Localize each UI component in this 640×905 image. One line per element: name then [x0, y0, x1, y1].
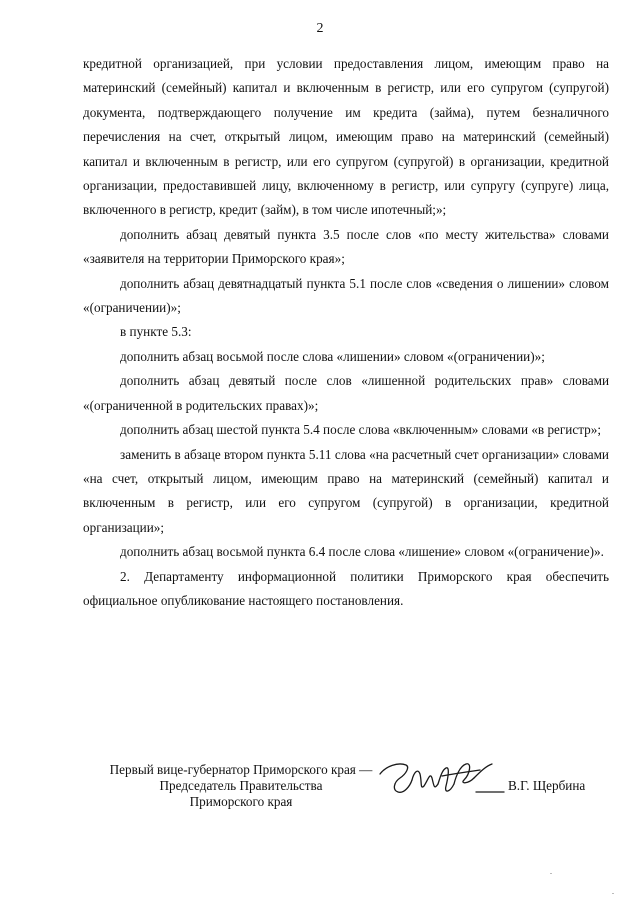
signature-block: [0, 762, 640, 842]
paragraph-amend-3-5: дополнить абзац девятый пункта 3.5 после слов «по месту жительства» словами «заявителя на территории Приморского края»;: [83, 226, 609, 267]
paragraph-amend-6-4: дополнить абзац восьмой пункта 6.4 после слова «лишение» словом «(ограничение)».: [120, 544, 604, 560]
signatory-title-line: Приморского края: [189, 794, 293, 809]
paragraph-continuation: кредитной организацией, при условии предоставления лицом, имеющим право на материнский (семейный) капитал и включенным в регистр, или его супругом (супругой) документа, подтверждающего получение им кредита (займа), путем безналичного перечисления на счет, открытый лицом, имеющим право на материнский (семейный) капитал и включенным в регистр, или его супругом (супругой) в организации, кредитной организации, предоставившей лицу, включенному в регистр, или супругу (супруге) лица, включенного в регистр, кредит (займ), в том числе ипотечный;»;: [83, 56, 609, 218]
paragraph-point-5-3-intro: в пункте 5.3:: [120, 324, 192, 340]
scan-speck: [550, 873, 552, 874]
paragraph-amend-5-11: заменить в абзаце втором пункта 5.11 слова «на расчетный счет организации» словами «на счет, открытый лицом, имеющим право на материнский (семейный) капитал и включенным в регистр, или его супругом (супругой) в организации, кредитной организации»;: [83, 446, 609, 535]
page-number: 2: [316, 21, 324, 36]
paragraph-amend-5-4: дополнить абзац шестой пункта 5.4 после слова «включенным» словами «в регистр»;: [120, 422, 601, 438]
signatory-title-line: Первый вице-губернатор Приморского края —: [109, 762, 373, 777]
paragraph-amend-5-3-eighth: дополнить абзац восьмой после слова «лишении» словом «(ограничении)»;: [120, 348, 545, 364]
scan-speck: [612, 893, 614, 894]
document-body: [83, 52, 609, 613]
paragraph-publication: 2. Департаменту информационной политики Приморского края обеспечить официальное опубликование настоящего постановления.: [83, 568, 609, 608]
signatory-title-line: Председатель Правительства: [159, 778, 323, 793]
paragraph-amend-5-1: дополнить абзац девятнадцатый пункта 5.1 после слов «сведения о лишении» словом «(ограничении)»;: [83, 275, 609, 316]
paragraph-amend-5-3-ninth: дополнить абзац девятый после слов «лишенной родительских прав» словами «(ограниченной в родительских правах)»;: [83, 373, 609, 413]
signatory-name: В.Г. Щербина: [508, 778, 586, 793]
signatory-title: [96, 762, 386, 810]
handwritten-signature: [376, 756, 506, 802]
